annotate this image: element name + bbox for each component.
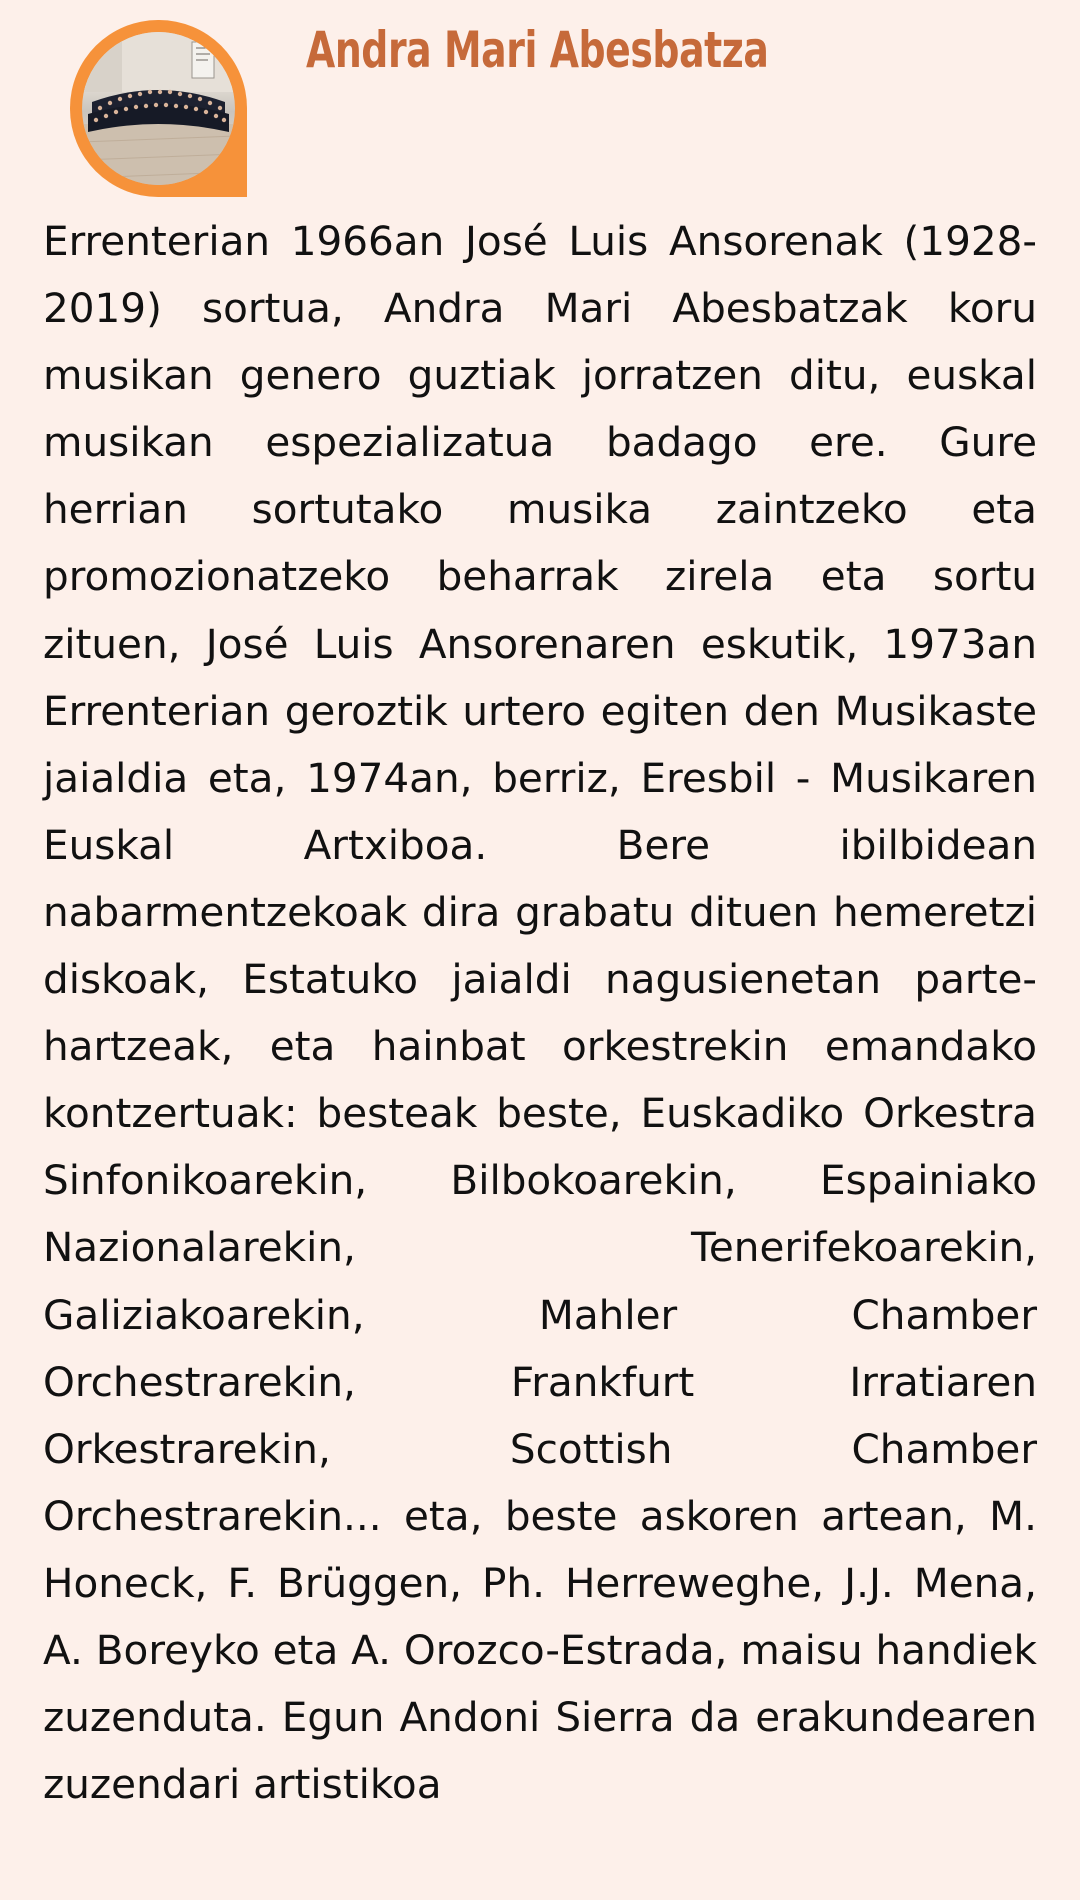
choir-photo-graphic xyxy=(82,32,235,185)
page-title: Andra Mari Abesbatza xyxy=(306,21,769,79)
avatar xyxy=(70,20,247,197)
header xyxy=(0,0,1080,200)
choir-photo-icon xyxy=(82,32,235,185)
avatar-frame xyxy=(70,20,247,197)
bio-paragraph: Errenterian 1966an José Luis Ansorenak (1928-2019) sortua, Andra Mari Abesbatzak koru musikan genero guztiak jorratzen ditu, euskal musikan espezializatua badago ere. Gure herrian sortutako musika zaintzeko eta promozionatzeko beharrak zirela eta sortu zituen, José Luis Ansorenaren eskutik, 1973an Errenterian geroztik urtero egiten den Musikaste jaialdia eta, 1974an, berriz, Eresbil - Musikaren Euskal Artxiboa. Bere ibilbidean nabarmentzekoak dira grabatu dituen hemeretzi diskoak, Estatuko jaialdi nagusienetan parte-hartzeak, eta hainbat orkestrekin emandako kontzertuak: besteak beste, Euskadiko Orkestra Sinfonikoarekin, Bilbokoarekin, Espainiako Nazionalarekin, Tenerifekoarekin, Galiziakoarekin, Mahler Chamber Orchestrarekin, Frankfurt Irratiaren Orkestrarekin, Scottish Chamber Orchestrarekin... eta, beste askoren artean, M. Honeck, F. Brüggen, Ph. Herreweghe, J.J. Mena, A. Boreyko eta A. Orozco-Estrada, maisu handiek zuzenduta. Egun Andoni Sierra da erakundearen zuzendari artistikoa xyxy=(43,217,1037,1809)
